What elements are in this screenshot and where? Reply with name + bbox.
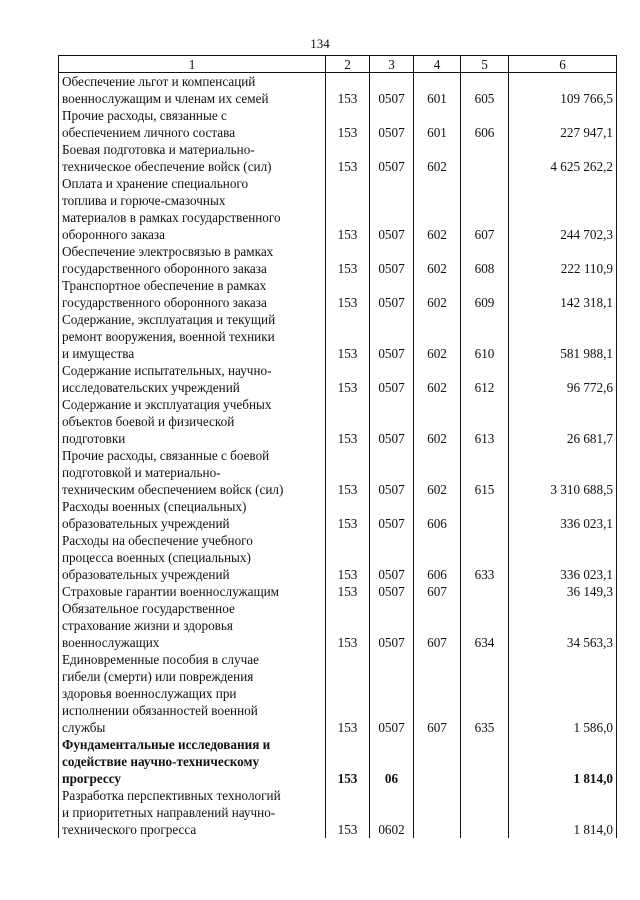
row-description: [59, 583, 326, 600]
row-section-code: 0507: [370, 175, 414, 243]
row-section-code: 0507: [370, 141, 414, 175]
row-amount: 581 988,1: [509, 311, 617, 362]
row-description-line: военнослужащих: [62, 635, 160, 650]
row-expense-type-code: [461, 583, 509, 600]
row-section-code: 0507: [370, 362, 414, 396]
row-target-code: 601: [414, 107, 461, 141]
row-section-code: 0507: [370, 73, 414, 108]
row-chapter-code: 153: [326, 736, 370, 787]
row-expense-type-code: [461, 498, 509, 532]
row-expense-type-code: 613: [461, 396, 509, 447]
row-amount: 4 625 262,2: [509, 141, 617, 175]
page-number: 134: [310, 36, 330, 51]
row-description-line: топлива и горюче-смазочных: [62, 193, 226, 208]
row-description-line: объектов боевой и физической: [62, 414, 235, 429]
row-expense-type-code: 608: [461, 243, 509, 277]
row-description: [59, 362, 326, 396]
row-chapter-code: 153: [326, 107, 370, 141]
row-description-line: образовательных учреждений: [62, 567, 230, 582]
row-chapter-code: 153: [326, 600, 370, 651]
row-section-code: 0507: [370, 277, 414, 311]
row-description-line: процесса военных (специальных): [62, 550, 251, 565]
row-description-line: техническим обеспечением войск (сил): [62, 482, 284, 497]
row-description: [59, 532, 326, 583]
row-description: [59, 651, 326, 736]
row-amount: 3 310 688,5: [509, 447, 617, 498]
row-description-line: Обеспечение льгот и компенсаций: [62, 74, 256, 89]
row-expense-type-code: [461, 736, 509, 787]
row-expense-type-code: 635: [461, 651, 509, 736]
row-description: [59, 600, 326, 651]
row-target-code: 602: [414, 277, 461, 311]
row-description-line: содействие научно-техническому: [62, 754, 260, 769]
row-expense-type-code: 634: [461, 600, 509, 651]
row-expense-type-code: 612: [461, 362, 509, 396]
row-amount: 109 766,5: [509, 73, 617, 108]
row-description: [59, 498, 326, 532]
header-col-3: 3: [370, 56, 414, 73]
row-description-line: образовательных учреждений: [62, 516, 230, 531]
row-description-line: службы: [62, 720, 106, 735]
table-row: [59, 447, 617, 498]
row-description-line: Транспортное обеспечение в рамках: [62, 278, 267, 293]
table-row: [59, 362, 617, 396]
row-chapter-code: 153: [326, 243, 370, 277]
row-amount: 244 702,3: [509, 175, 617, 243]
row-description-line: Единовременные пособия в случае: [62, 652, 259, 667]
row-description-line: Боевая подготовка и материально-: [62, 142, 255, 157]
row-description-line: прогрессу: [62, 771, 121, 786]
header-col-1: 1: [59, 56, 326, 73]
row-target-code: 602: [414, 175, 461, 243]
row-expense-type-code: 605: [461, 73, 509, 108]
row-amount: 1 814,0: [509, 787, 617, 838]
row-description-line: Обязательное государственное: [62, 601, 235, 616]
row-chapter-code: 153: [326, 396, 370, 447]
header-col-5: 5: [461, 56, 509, 73]
table-row: [59, 73, 617, 108]
row-description-line: подготовкой и материально-: [62, 465, 221, 480]
row-target-code: 607: [414, 583, 461, 600]
row-target-code: [414, 787, 461, 838]
row-section-code: 0507: [370, 107, 414, 141]
row-description: [59, 73, 326, 108]
row-target-code: 601: [414, 73, 461, 108]
row-description-line: Содержание и эксплуатация учебных: [62, 397, 272, 412]
table-row: [59, 141, 617, 175]
row-description-line: оборонного заказа: [62, 227, 165, 242]
row-section-code: 0507: [370, 396, 414, 447]
row-description-line: Прочие расходы, связанные с: [62, 108, 227, 123]
row-description-line: Расходы на обеспечение учебного: [62, 533, 253, 548]
table-row: [59, 600, 617, 651]
row-description-line: материалов в рамках государственного: [62, 210, 281, 225]
row-chapter-code: 153: [326, 73, 370, 108]
row-description-line: гибели (смерти) или повреждения: [62, 669, 254, 684]
row-amount: 26 681,7: [509, 396, 617, 447]
row-description-line: исследовательских учреждений: [62, 380, 240, 395]
row-description: [59, 175, 326, 243]
row-description: [59, 107, 326, 141]
row-section-code: 0507: [370, 243, 414, 277]
row-section-code: 0507: [370, 651, 414, 736]
row-chapter-code: 153: [326, 532, 370, 583]
row-section-code: 0507: [370, 583, 414, 600]
row-target-code: 602: [414, 243, 461, 277]
row-description-line: Содержание испытательных, научно-: [62, 363, 272, 378]
row-expense-type-code: 607: [461, 175, 509, 243]
row-expense-type-code: 610: [461, 311, 509, 362]
row-description-line: исполнении обязанностей военной: [62, 703, 258, 718]
row-amount: 222 110,9: [509, 243, 617, 277]
row-description-line: Оплата и хранение специального: [62, 176, 249, 191]
row-amount: 1 586,0: [509, 651, 617, 736]
table-row: [59, 396, 617, 447]
row-description-line: и приоритетных направлений научно-: [62, 805, 276, 820]
row-section-code: 0507: [370, 600, 414, 651]
table-row: [59, 277, 617, 311]
row-description-line: Содержание, эксплуатация и текущий: [62, 312, 276, 327]
table-row: [59, 532, 617, 583]
row-target-code: 606: [414, 532, 461, 583]
row-description-line: Страховые гарантии военнослужащим: [62, 584, 280, 599]
row-chapter-code: 153: [326, 311, 370, 362]
row-target-code: 602: [414, 311, 461, 362]
row-description-line: обеспечением личного состава: [62, 125, 236, 140]
row-section-code: 06: [370, 736, 414, 787]
row-section-code: 0602: [370, 787, 414, 838]
row-chapter-code: 153: [326, 141, 370, 175]
table-row: [59, 243, 617, 277]
table-row: [59, 107, 617, 141]
row-description-line: Расходы военных (специальных): [62, 499, 247, 514]
row-chapter-code: 153: [326, 583, 370, 600]
row-expense-type-code: [461, 141, 509, 175]
row-target-code: 602: [414, 362, 461, 396]
table-row: [59, 175, 617, 243]
table-row: [59, 498, 617, 532]
row-amount: 227 947,1: [509, 107, 617, 141]
row-description-line: ремонт вооружения, военной техники: [62, 329, 275, 344]
row-section-code: 0507: [370, 311, 414, 362]
row-target-code: 602: [414, 396, 461, 447]
row-description: [59, 736, 326, 787]
row-description-line: здоровья военнослужащих при: [62, 686, 237, 701]
row-description-line: Фундаментальные исследования и: [62, 737, 271, 752]
row-description: [59, 396, 326, 447]
row-section-code: 0507: [370, 498, 414, 532]
row-description: [59, 277, 326, 311]
budget-table: [58, 55, 617, 838]
row-description: [59, 447, 326, 498]
row-target-code: 602: [414, 141, 461, 175]
row-amount: 1 814,0: [509, 736, 617, 787]
row-chapter-code: 153: [326, 447, 370, 498]
table-row: [59, 583, 617, 600]
row-target-code: [414, 736, 461, 787]
row-target-code: 607: [414, 651, 461, 736]
row-description-line: государственного оборонного заказа: [62, 295, 267, 310]
row-description-line: Разработка перспективных технологий: [62, 788, 281, 803]
row-section-code: 0507: [370, 532, 414, 583]
row-description: [59, 243, 326, 277]
row-chapter-code: 153: [326, 362, 370, 396]
row-expense-type-code: 606: [461, 107, 509, 141]
row-chapter-code: 153: [326, 787, 370, 838]
row-description-line: техническое обеспечение войск (сил): [62, 159, 272, 174]
row-description-line: Обеспечение электросвязью в рамках: [62, 244, 274, 259]
table-body: [59, 73, 617, 839]
row-amount: 336 023,1: [509, 498, 617, 532]
row-target-code: 607: [414, 600, 461, 651]
row-amount: 142 318,1: [509, 277, 617, 311]
row-chapter-code: 153: [326, 175, 370, 243]
row-description-line: Прочие расходы, связанные с боевой: [62, 448, 270, 463]
row-expense-type-code: 615: [461, 447, 509, 498]
row-target-code: 606: [414, 498, 461, 532]
header-col-4: 4: [414, 56, 461, 73]
row-section-code: 0507: [370, 447, 414, 498]
row-expense-type-code: 609: [461, 277, 509, 311]
row-description-line: государственного оборонного заказа: [62, 261, 267, 276]
row-description: [59, 311, 326, 362]
row-amount: 34 563,3: [509, 600, 617, 651]
table-row: [59, 311, 617, 362]
row-amount: 96 772,6: [509, 362, 617, 396]
row-chapter-code: 153: [326, 498, 370, 532]
row-expense-type-code: [461, 787, 509, 838]
row-description-line: и имущества: [62, 346, 135, 361]
row-description-line: военнослужащим и членам их семей: [62, 91, 269, 106]
row-description-line: страхование жизни и здоровья: [62, 618, 233, 633]
header-col-2: 2: [326, 56, 370, 73]
table-row: [59, 651, 617, 736]
row-amount: 336 023,1: [509, 532, 617, 583]
table-header: [59, 56, 617, 73]
header-col-6: 6: [509, 56, 617, 73]
row-amount: 36 149,3: [509, 583, 617, 600]
table-row: [59, 787, 617, 838]
header-row: [59, 56, 617, 73]
row-chapter-code: 153: [326, 651, 370, 736]
row-chapter-code: 153: [326, 277, 370, 311]
table-row: [59, 736, 617, 787]
row-description-line: подготовки: [62, 431, 126, 446]
row-description: [59, 141, 326, 175]
row-expense-type-code: 633: [461, 532, 509, 583]
row-description: [59, 787, 326, 838]
row-description-line: технического прогресса: [62, 822, 197, 837]
row-target-code: 602: [414, 447, 461, 498]
